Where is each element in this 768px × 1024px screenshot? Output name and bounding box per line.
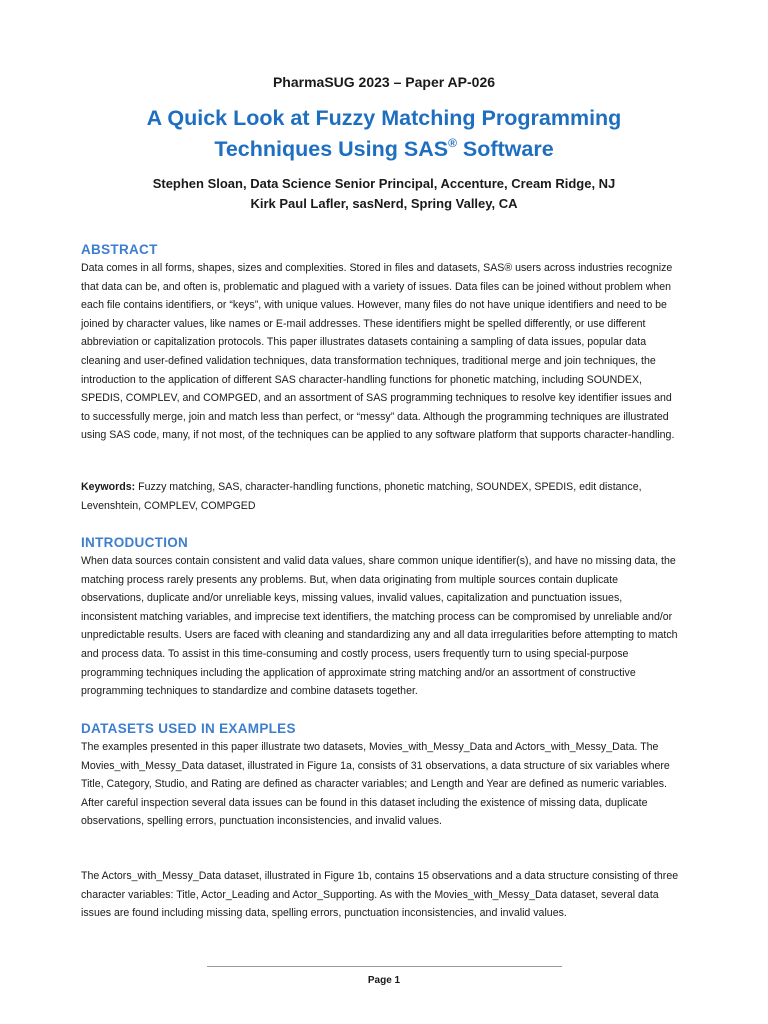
title-line-2-post: Software (456, 137, 554, 161)
abstract-heading: ABSTRACT (81, 242, 158, 257)
title-line-2 (60, 134, 708, 165)
paper-title (60, 103, 708, 165)
datasets-body-2: The Actors_with_Messy_Data dataset, illustrated in Figure 1b, contains 15 observations and a data structure consisting of three character variables: Title, Actor_Leading and Actor_Supporting. As with the Movies_with_Messy_Data dataset, several data issues are found including missing data, spelling errors, punctuation inconsistencies, and invalid values. (81, 870, 679, 920)
author-line-2: Kirk Paul Lafler, sasNerd, Spring Valley, CA (250, 196, 518, 211)
keywords-label: Keywords: (81, 481, 136, 493)
introduction-body: When data sources contain consistent and valid data values, share common unique identifier(s), and have no missing data, the matching process rarely presents any problems. But, when data originating from multiple sources contain duplicate observations, duplicate and/or unreliable keys, missing values, invalid values, capitalization and punctuation issues, inconsistent matching variables, and imprecise text identifiers, the matching process can be compromised by unreliable and/or unpredictable results. Users are faced with cleaning and standardizing any and all data irregularities before attempting to match and process data. To assist in this time-consuming and costly process, users frequently turn to using special-purpose programming techniques including the application of approximate string matching and/or an assortment of constructive programming techniques to standardize and combine datasets together. (81, 555, 678, 698)
keywords-paragraph (81, 478, 681, 515)
keywords-body: Fuzzy matching, SAS, character-handling functions, phonetic matching, SOUNDEX, SPEDIS, edit distance, Levenshtein, COMPLEV, COMPGED (81, 481, 642, 512)
introduction-heading: INTRODUCTION (81, 535, 189, 550)
conference-label: PharmaSUG 2023 – Paper AP-026 (272, 74, 496, 90)
title-line-1: A Quick Look at Fuzzy Matching Programming (146, 106, 622, 130)
footer-divider (207, 966, 562, 967)
datasets-body-1: The examples presented in this paper illustrate two datasets, Movies_with_Messy_Data and Actors_with_Messy_Data. The Movies_with_Messy_Data dataset, illustrated in Figure 1a, consists of 31 observations, a data structure of six variables where Title, Category, Studio, and Rating are defined as character variables; and Length and Year are defined as numeric variables. After careful inspection several data issues can be found in this dataset including the existence of missing data, duplicate observations, spelling errors, punctuation inconsistencies, and invalid values. (81, 741, 670, 828)
datasets-heading: DATASETS USED IN EXAMPLES (81, 721, 296, 736)
author-line-1: Stephen Sloan, Data Science Senior Principal, Accenture, Cream Ridge, NJ (152, 176, 616, 191)
page-number: Page 1 (367, 975, 401, 986)
abstract-body: Data comes in all forms, shapes, sizes and complexities. Stored in files and datasets, SAS® users across industries recognize that data can be, and often is, problematic and plagued with a variety of issues. Data files can be joined without problem when each file contains identifiers, or “keys”, with unique values. However, many files do not have unique identifiers and need to be joined by character values, like names or E-mail addresses. These identifiers might be spelled differently, or use different abbreviation or capitalization protocols. This paper illustrates datasets containing a sampling of data issues, popular data cleaning and user-defined validation techniques, data transformation techniques, traditional merge and join techniques, the introduction to the application of different SAS character-handling functions for phonetic matching, including SOUNDEX, SPEDIS, COMPLEV, and COMPGED, and an assortment of SAS programming techniques to resolve key identifier issues and to successfully merge, join and match less than perfect, or “messy” data. Although the programming techniques are illustrated using SAS code, many, if not most, of the techniques can be applied to any software platform that supports character-handling. (81, 262, 675, 442)
title-line-2-pre: Techniques Using SAS (214, 137, 449, 161)
author-block (40, 174, 728, 214)
registered-mark: ® (448, 136, 457, 150)
